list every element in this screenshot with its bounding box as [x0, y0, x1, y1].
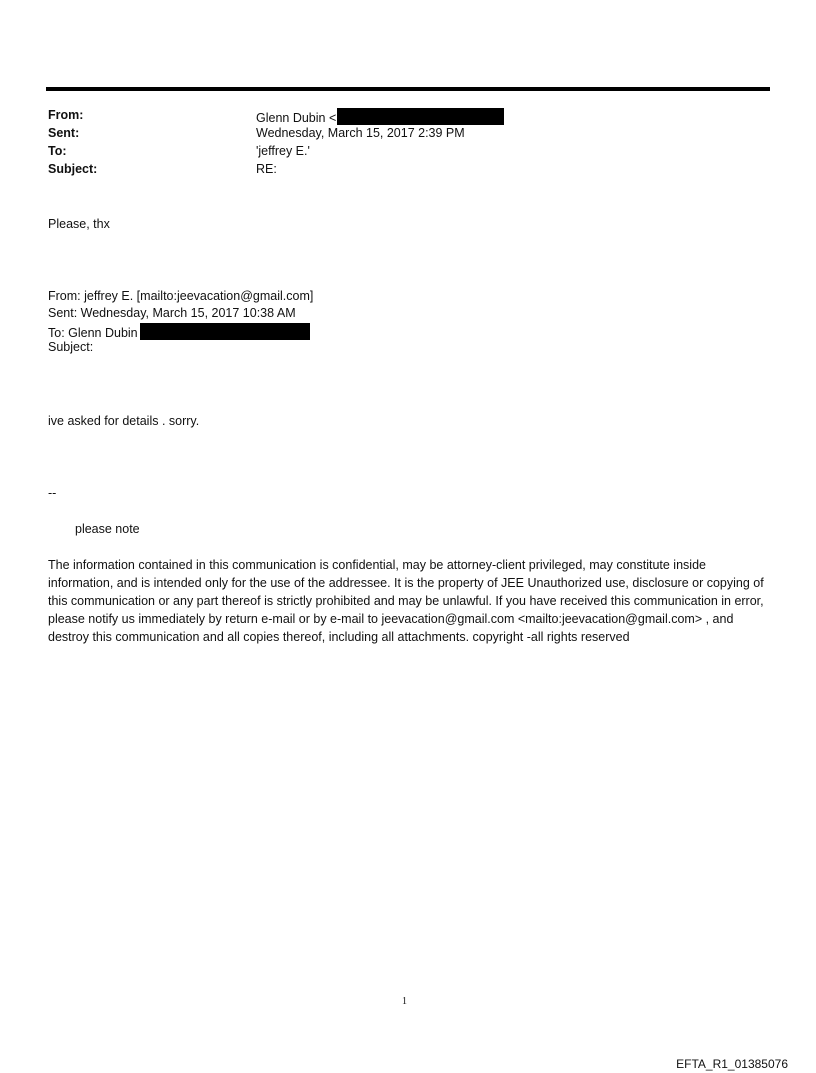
sent-value: Wednesday, March 15, 2017 2:39 PM	[256, 126, 465, 140]
redaction-box	[140, 323, 310, 340]
please-note: please note	[75, 522, 140, 536]
signature-separator: --	[48, 486, 57, 500]
page-number: 1	[402, 996, 407, 1007]
from-value	[256, 108, 504, 125]
subject-value: RE:	[256, 162, 277, 176]
forwarded-to	[48, 323, 313, 340]
confidentiality-disclaimer: The information contained in this communication is confidential, may be attorney-client privileged, may constitute inside information, and is intended only for the use of the addressee. It is the property of JEE Unauthorized use, disclosure or copying of this communication or any part thereof is strictly prohibited and may be unlawful. If you have received this communication in error, please notify us immediately by return e-mail or by e-mail to jeevacation@gmail.com <mailto:jeevacation@gmail.com> , and destroy this communication and all copies thereof, including all attachments. copyright -all rights reserved	[48, 558, 764, 644]
to-label: To:	[48, 144, 67, 158]
from-name: Glenn Dubin <	[256, 111, 337, 125]
forwarded-from: From: jeffrey E. [mailto:jeevacation@gmail.com]	[48, 289, 314, 303]
reply-body: Please, thx	[48, 217, 110, 231]
subject-label: Subject:	[48, 162, 98, 176]
forwarded-subject: Subject:	[48, 340, 94, 354]
from-label: From:	[48, 108, 84, 122]
document-id: EFTA_R1_01385076	[676, 1057, 788, 1071]
forwarded-sent: Sent: Wednesday, March 15, 2017 10:38 AM	[48, 306, 296, 320]
to-value: 'jeffrey E.'	[256, 144, 310, 158]
forwarded-header	[48, 289, 313, 357]
redaction-box	[337, 108, 504, 125]
sent-label: Sent:	[48, 126, 80, 140]
forwarded-to-text: To: Glenn Dubin	[48, 326, 138, 340]
forwarded-body: ive asked for details . sorry.	[48, 414, 200, 428]
header-rule	[46, 87, 770, 91]
